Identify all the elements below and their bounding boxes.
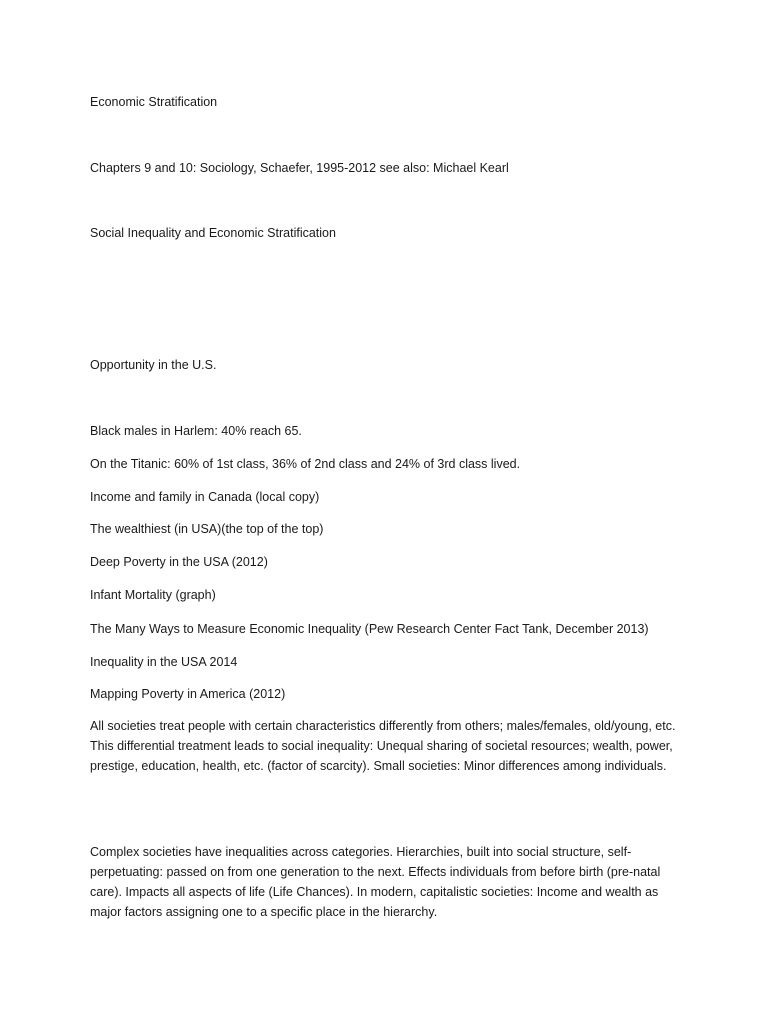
document-title: Economic Stratification: [90, 95, 218, 109]
list-item[interactable]: The Many Ways to Measure Economic Inequality (Pew Research Center Fact Tank, December 2013): [90, 622, 649, 636]
list-item[interactable]: Mapping Poverty in America (2012): [90, 687, 286, 701]
body-paragraph: All societies treat people with certain characteristics differently from others; males/females, old/young, etc. This differential treatment leads to social inequality: Unequal sharing of societal resources; wealth, power, prestige, education, health, etc. (factor of scarcity). Small societies: Minor differences among individuals.: [90, 719, 676, 773]
list-item: Black males in Harlem: 40% reach 65.: [90, 424, 302, 438]
section-heading: Opportunity in the U.S.: [90, 358, 217, 372]
document-subtitle: Social Inequality and Economic Stratification: [90, 226, 336, 240]
list-item[interactable]: The wealthiest (in USA)(the top of the top): [90, 522, 324, 536]
body-paragraph: Complex societies have inequalities across categories. Hierarchies, built into social structure, self-perpetuating: passed on from one generation to the next. Effects individuals from before birth (pre-natal care). Impacts all aspects of life (Life Chances). In modern, capitalistic societies: Income and wealth as major factors assigning one to a specific place in the hierarchy.: [90, 845, 661, 919]
list-item: On the Titanic: 60% of 1st class, 36% of 2nd class and 24% of 3rd class lived.: [90, 457, 521, 471]
list-item[interactable]: Inequality in the USA 2014: [90, 655, 238, 669]
source-line: Chapters 9 and 10: Sociology, Schaefer, 1995-2012 see also: Michael Kearl: [90, 161, 509, 175]
list-item[interactable]: Infant Mortality (graph): [90, 588, 216, 602]
list-item[interactable]: Deep Poverty in the USA (2012): [90, 555, 268, 569]
list-item[interactable]: Income and family in Canada (local copy): [90, 490, 320, 504]
